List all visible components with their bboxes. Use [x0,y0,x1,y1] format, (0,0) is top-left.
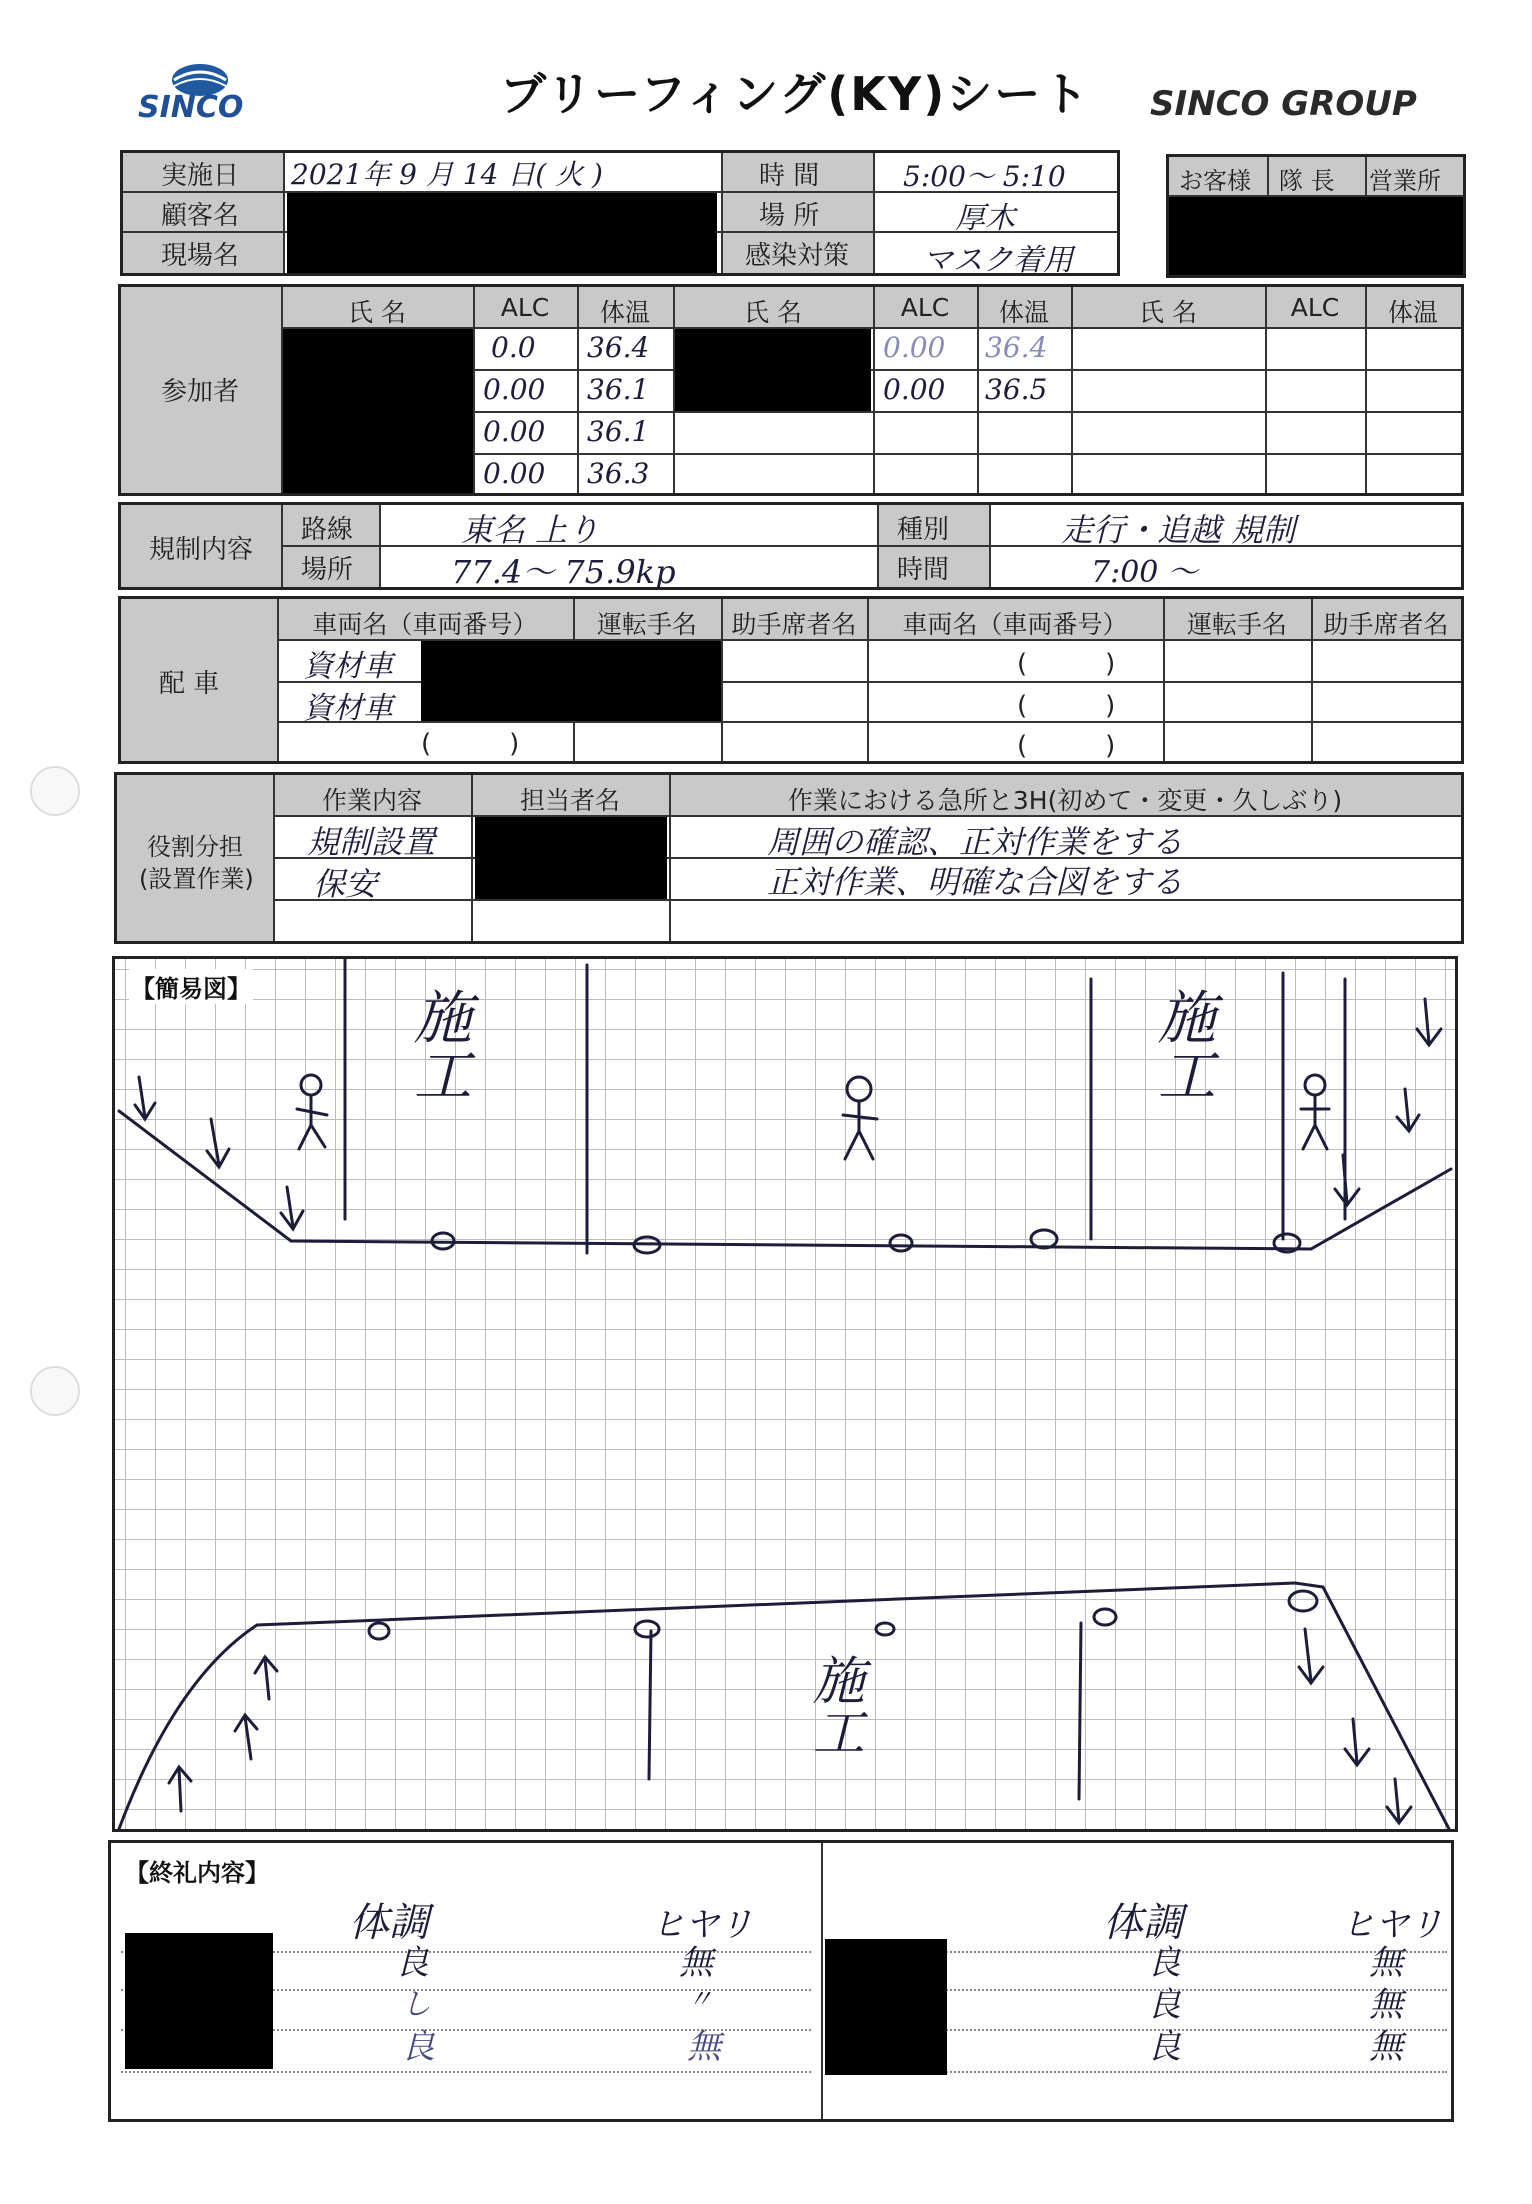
closing-right-redacted [825,1939,947,2075]
temp-1-3: 36.1 [587,415,650,448]
punch-hole-top [30,766,80,816]
col-name-1: 氏 名 [348,298,406,327]
closing-left-redacted [125,1933,273,2069]
col-person: 担当者名 [519,786,620,815]
vehicle-left-1: 資材車 [303,649,393,684]
col-alc-2: ALC [900,293,950,322]
arrow-down-icon [1397,1089,1419,1131]
time-value: 5:00〜 5:10 [903,160,1066,193]
reg-time-value: 7:00 〜 [1091,555,1198,590]
vehicle-left-3: ( ) [421,729,520,759]
arrow-down-icon [1387,1779,1411,1823]
col-driver-left: 運転手名 [596,610,697,639]
sinco-logo-left [130,58,270,128]
right-condition-3: 良 [1147,2027,1181,2067]
right-condition-header: 体調 [1103,1900,1183,1946]
hazard-1: 周囲の確認、正対作業をする [767,823,1184,861]
closing-label: 【終礼内容】 [125,1859,269,1887]
arrow-down-icon [135,1077,155,1119]
approval-office: 営業所 [1369,167,1441,195]
regulation-table [118,502,1464,590]
punch-hole-bottom [30,1366,80,1416]
right-condition-1: 良 [1147,1943,1181,1983]
right-condition-2: 良 [1147,1985,1181,2025]
left-condition-header: 体調 [349,1900,429,1946]
vehicle-left-2: 資材車 [303,691,393,726]
right-nearmiss-1: 無 [1369,1943,1403,1983]
infection-label: 感染対策 [745,241,850,271]
approval-redacted [1169,197,1463,275]
left-nearmiss-2: 〃 [687,1985,714,2015]
simple-diagram [112,956,1458,1832]
vehicle-right-1: ( ) [1017,649,1116,679]
col-vehicle-left: 車両名（車両番号） [312,610,538,639]
temp-2-1: 36.4 [985,331,1048,364]
col-alc-3: ALC [1290,293,1340,322]
col-hazard: 作業における急所と3H(初めて・変更・久しぶり) [787,786,1343,815]
worker-3-icon [1301,1075,1329,1149]
participant-names-redacted-2 [675,329,871,411]
col-name-3: 氏 名 [1139,298,1197,327]
alc-2-1: 0.00 [883,331,946,364]
col-assistant-right: 助手席者名 [1323,610,1449,639]
arrow-down-icon [1335,1155,1359,1205]
approval-box [1166,154,1466,278]
alc-2-2: 0.00 [883,373,946,406]
col-driver-right: 運転手名 [1186,610,1287,639]
infection-value: マスク着用 [923,243,1073,278]
work-mark-2: 施工 [1147,987,1216,1103]
task-1: 規制設置 [307,823,436,861]
place-value: 厚木 [955,201,1015,236]
vehicles-label: 配 車 [159,669,220,699]
work-mark-1: 施工 [403,987,472,1103]
col-task: 作業内容 [321,786,422,815]
task-2: 保安 [313,865,378,903]
vehicles-table [118,596,1464,764]
arrow-up-icon [235,1715,257,1759]
participant-names-redacted-1 [283,329,473,493]
date-value: 2021年 9 月 14 日( 火 ) [291,158,603,191]
work-mark-3: 施工 [803,1653,864,1757]
participants-label: 参加者 [161,377,240,407]
arrow-up-icon [255,1657,277,1699]
alc-1-4: 0.00 [483,457,546,490]
left-condition-3: 良 [401,2027,435,2067]
col-assistant-left: 助手席者名 [731,610,857,639]
left-nearmiss-3: 無 [687,2027,721,2067]
closing-table [108,1840,1454,2122]
left-condition-1: 良 [395,1943,429,1983]
worker-2-icon [843,1077,877,1159]
left-nearmiss-1: 無 [679,1943,713,1983]
arrow-down-icon [1417,999,1441,1045]
route-label: 路線 [301,515,354,545]
alc-1-3: 0.00 [483,415,546,448]
participants-table [118,284,1464,496]
alc-1-1: 0.0 [491,331,536,364]
time-label: 時 間 [759,161,820,191]
right-nearmiss-3: 無 [1369,2027,1403,2067]
type-value: 走行・追越 規制 [1061,511,1296,549]
roles-table [114,772,1464,944]
date-label: 実施日 [161,161,240,191]
approval-customer: お客様 [1179,167,1251,195]
right-nearmiss-header: ヒヤリ [1341,1905,1443,1945]
customer-label: 顧客名 [161,201,240,231]
vehicle-right-3: ( ) [1017,731,1116,761]
arrow-down-icon [1345,1719,1369,1765]
logo-left-text: SINCO [138,90,244,125]
info-table [120,150,1120,276]
page-title: ブリーフィング(KY)シート [500,67,1091,121]
col-temp-1: 体温 [599,298,650,327]
regulation-label: 規制内容 [149,535,254,565]
temp-1-2: 36.1 [587,373,650,406]
temp-1-1: 36.4 [587,331,650,364]
temp-2-2: 36.5 [985,373,1048,406]
arrow-down-icon [1299,1629,1323,1683]
vehicle-numbers-redacted [421,641,721,721]
diagram-sketch [115,959,1455,1829]
place-label: 場 所 [759,201,820,231]
col-alc-1: ALC [500,293,550,322]
site-label: 現場名 [161,241,240,271]
reg-time-label: 時間 [897,555,950,585]
right-nearmiss-2: 無 [1369,1985,1403,2025]
arrow-up-icon [169,1767,191,1811]
type-label: 種別 [897,515,950,545]
person-redacted [475,817,667,899]
arrow-down-icon [207,1119,229,1167]
arrow-down-icon [281,1187,303,1229]
roles-label-2: (設置作業) [139,865,254,893]
roles-label-1: 役割分担 [147,833,243,861]
sinco-group-logo: SINCO GROUP [1150,84,1417,124]
alc-1-2: 0.00 [483,373,546,406]
reg-location-label: 場所 [301,555,354,585]
col-temp-3: 体温 [1387,298,1438,327]
approval-captain: 隊 長 [1279,167,1335,195]
reg-location-value: 77.4〜 75.9kp [451,553,676,591]
vehicle-right-2: ( ) [1017,691,1116,721]
col-temp-2: 体温 [998,298,1049,327]
col-name-2: 氏 名 [744,298,802,327]
col-vehicle-right: 車両名（車両番号） [902,610,1128,639]
worker-1-icon [297,1075,327,1149]
diagram-label: 【簡易図】 [129,969,253,1004]
left-nearmiss-header: ヒヤリ [651,1905,753,1945]
left-condition-2: し [401,1987,431,2022]
hazard-2: 正対作業、明確な合図をする [767,863,1184,901]
customer-redacted [287,193,717,273]
route-value: 東名 上り [461,511,600,549]
temp-1-4: 36.3 [587,457,650,490]
